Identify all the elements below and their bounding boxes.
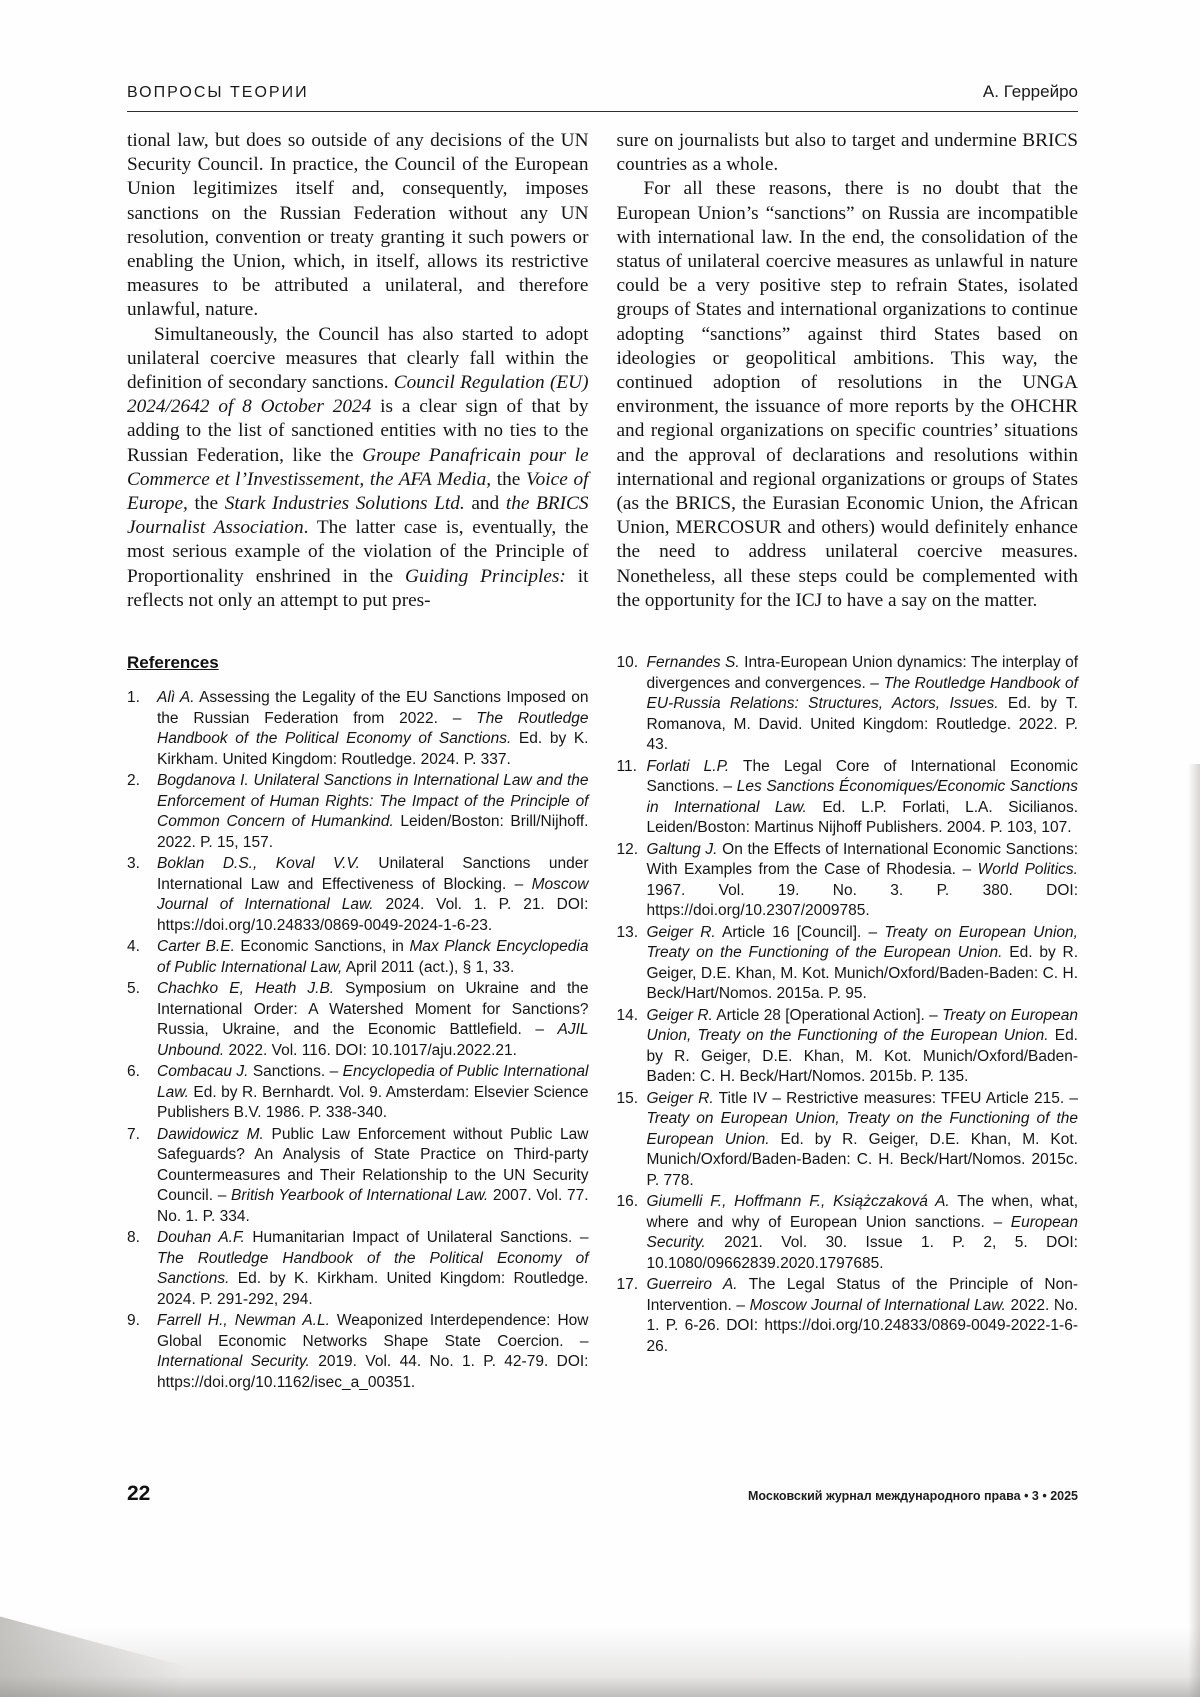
- reference-text: Fernandes S. Intra-European Union dynamics: The interplay of divergences and convergences. – The Routledge Handbook of EU-Russia Relations: Structures, Actors, Issues. Ed. by T. Romanova, M. David. United Kingdom: Routledge. 2022. P. 43.: [646, 654, 1078, 754]
- reference-item: [127, 854, 589, 936]
- body-column-right: [617, 129, 1079, 613]
- author-name: А. Геррейро: [982, 82, 1078, 101]
- journal-footer-line: Московский журнал международного права • 3 • 2025: [747, 1489, 1078, 1503]
- reference-text: Geiger R. Title IV – Restrictive measures: TFEU Article 215. – Treaty on European Union, Treaty on the Functioning of the European Union. Ed. by R. Geiger, D.E. Khan, M. Kot. Munich/Oxford/Baden-Baden: C. H. Beck/Hart/Nomos. 2015c. P. 778.: [646, 1089, 1078, 1189]
- body-paragraph: tional law, but does so outside of any decisions of the UN Security Council. In practice, the Council of the European Union legitimizes itself and, consequently, imposes sanctions on the Russian Federation without any UN resolution, convention or treaty granting it such powers or enabling the Union, which, in itself, allows its restrictive measures to be attributed a unilateral, and therefore unlawful, nature.: [127, 130, 589, 321]
- references-column-right: [617, 653, 1079, 1394]
- reference-number: 8.: [127, 1229, 140, 1247]
- reference-item: [617, 757, 1079, 839]
- reference-text: Guerreiro A. The Legal Status of the Principle of Non-Intervention. – Moscow Journal of International Law. 2022. No. 1. P. 6-26. DOI: https://doi.org/10.24833/0869-0049-2022-1-6-26.: [646, 1276, 1079, 1355]
- reference-number: 7.: [127, 1125, 140, 1143]
- reference-item: [617, 1192, 1079, 1274]
- reference-text: Alì A. Assessing the Legality of the EU Sanctions Imposed on the Russian Federation from 2022. – The Routledge Handbook of the Political Economy of Sanctions. Ed. by K. Kirkham. United Kingdom: Routledge. 2024. P. 337.: [157, 689, 589, 768]
- reference-text: Boklan D.S., Koval V.V. Unilateral Sanctions under International Law and Effectiveness of Blocking. – Moscow Journal of International Law. 2024. Vol. 1. P. 21. DOI: https://doi.org/10.24833/0869-0049-2024-1-6-23.: [157, 855, 589, 934]
- reference-item: [617, 840, 1079, 922]
- reference-number: 9.: [127, 1312, 140, 1330]
- reference-number: 4.: [127, 938, 140, 956]
- page-edge-shadow-right: [1188, 764, 1200, 1697]
- reference-item: [127, 1228, 589, 1310]
- reference-text: Carter B.E. Economic Sanctions, in Max Planck Encyclopedia of Public International Law, April 2011 (act.), § 1, 33.: [157, 938, 589, 976]
- reference-number: 13.: [616, 923, 639, 941]
- reference-text: Geiger R. Article 16 [Council]. – Treaty on European Union, Treaty on the Functioning of the European Union. Ed. by R. Geiger, D.E. Khan, M. Kot. Munich/Oxford/Baden-Baden: C. H. Beck/Hart/Nomos. 2015a. P. 95.: [646, 923, 1079, 1003]
- references-column-left: [127, 653, 589, 1394]
- page-edge-shadow-bottom: [0, 1627, 1200, 1697]
- page-edge-shadow-corner: [0, 1582, 300, 1697]
- section-title: ВОПРОСЫ ТЕОРИИ: [127, 84, 309, 101]
- reference-number: 6.: [127, 1063, 140, 1081]
- reference-text: Galtung J. On the Effects of International Economic Sanctions: With Examples from the Case of Rhodesia. – World Politics. 1967. Vol. 19. No. 3. P. 380. DOI: https://doi.org/10.2307/2009785.: [646, 840, 1078, 920]
- reference-item: [127, 771, 589, 853]
- body-paragraph: Simultaneously, the Council has also started to adopt unilateral coercive measures that clearly fall within the definition of secondary sanctions. Council Regulation (EU) 2024/2642 of 8 October 2024 is a clear sign of that by adding to the list of sanctioned entities with no ties to the Russian Federation, like the Groupe Panafricain pour le Commerce et l’Investissement, the AFA Media, the Voice of Europe, the Stark Industries Solutions Ltd. and the BRICS Journalist Association. The latter case is, eventually, the most serious example of the violation of the Principle of Proportionality enshrined in the Guiding Principles: it reflects not only an attempt to put pres-: [127, 323, 589, 611]
- reference-text: Giumelli F., Hoffmann F., Książczaková A. The when, what, where and why of European Union sanctions. – European Security. 2021. Vol. 30. Issue 1. P. 2, 5. DOI: 10.1080/09662839.2020.1797685.: [646, 1193, 1078, 1272]
- body-column-left: [127, 129, 589, 613]
- reference-number: 5.: [127, 980, 140, 998]
- reference-item: [127, 1311, 589, 1393]
- reference-text: Geiger R. Article 28 [Operational Action]. – Treaty on European Union, Treaty on the Functioning of the European Union. Ed. by R. Geiger, D.E. Khan, M. Kot. Munich/Oxford/Baden-Baden: C. H. Beck/Hart/Nomos. 2015b. P. 135.: [646, 1006, 1078, 1086]
- reference-item: [127, 1125, 589, 1228]
- reference-number: 10.: [616, 654, 639, 672]
- reference-number: 17.: [616, 1276, 639, 1294]
- reference-text: Chachko E, Heath J.B. Symposium on Ukraine and the International Order: A Watershed Moment for Sanctions? Russia, Ukraine, and the Economic Battlefield. – AJIL Unbound. 2022. Vol. 116. DOI: 10.1017/aju.2022.21.: [157, 980, 589, 1059]
- reference-text: Dawidowicz M. Public Law Enforcement without Public Law Safeguards? An Analysis of State Practice on Third-party Countermeasures and Their Relationship to the UN Security Council. – British Yearbook of International Law. 2007. Vol. 77. No. 1. P. 334.: [157, 1125, 589, 1225]
- reference-number: 1.: [127, 689, 140, 707]
- reference-number: 2.: [127, 772, 140, 790]
- references-section: [127, 653, 1078, 1394]
- reference-item: [617, 1089, 1079, 1192]
- body-text: [127, 129, 1078, 613]
- reference-number: 3.: [127, 855, 140, 873]
- reference-text: Bogdanova I. Unilateral Sanctions in International Law and the Enforcement of Human Rights: The Impact of the Principle of Common Concern of Humankind. Leiden/Boston: Brill/Nijhoff. 2022. P. 15, 157.: [157, 772, 589, 851]
- references-heading: References: [127, 653, 219, 673]
- reference-item: [127, 1062, 589, 1124]
- reference-item: [617, 1275, 1079, 1357]
- reference-number: 15.: [616, 1089, 639, 1107]
- reference-text: Farrell H., Newman A.L. Weaponized Interdependence: How Global Economic Networks Shape State Coercion. – International Security. 2019. Vol. 44. No. 1. P. 42-79. DOI: https://doi.org/10.1162/isec_a_00351.: [157, 1312, 589, 1391]
- reference-item: [127, 937, 589, 978]
- reference-text: Combacau J. Sanctions. – Encyclopedia of Public International Law. Ed. by R. Bernhardt. Vol. 9. Amsterdam: Elsevier Science Publishers B.V. 1986. P. 338-340.: [157, 1063, 589, 1122]
- page-header: [127, 82, 1078, 112]
- reference-item: [617, 1006, 1079, 1088]
- body-paragraph: sure on journalists but also to target and undermine BRICS countries as a whole.: [616, 130, 1078, 176]
- body-paragraph: For all these reasons, there is no doubt that the European Union’s “sanctions” on Russia are incompatible with international law. In the end, the consolidation of the status of unilateral coercive measures as unlawful in nature could be a very positive step to refrain States, isolated groups of States and international organizations to continue adopting “sanctions” against third States based on ideologies or geopolitical ambitions. This way, the continued adoption of resolutions in the UNGA environment, the issuance of more reports by the OHCHR and regional organizations on specific countries’ situations and the approval of declarations and resolutions within international and regional organizations or groups of States (as the BRICS, the Eurasian Economic Union, the African Union, MERCOSUR and others) would definitely enhance the need to address unilateral coercive measures. Nonetheless, all these steps could be complemented with the opportunity for the ICJ to have a say on the matter.: [616, 178, 1078, 611]
- page-footer: [127, 1482, 1078, 1506]
- reference-item: [617, 923, 1079, 1005]
- reference-number: 14.: [616, 1006, 639, 1024]
- reference-number: 12.: [616, 840, 639, 858]
- page-number: 22: [127, 1482, 151, 1505]
- reference-number: 16.: [616, 1193, 639, 1211]
- page-content: [127, 82, 1078, 1394]
- reference-item: [127, 979, 589, 1061]
- reference-item: [127, 688, 589, 770]
- reference-item: [617, 653, 1079, 756]
- reference-number: 11.: [616, 757, 637, 775]
- reference-text: Forlati L.P. The Legal Core of International Economic Sanctions. – Les Sanctions Économiques/Economic Sanctions in International Law. Ed. L.P. Forlati, L.A. Sicilianos. Leiden/Boston: Martinus Nijhoff Publishers. 2004. P. 103, 107.: [646, 757, 1078, 837]
- reference-text: Douhan A.F. Humanitarian Impact of Unilateral Sanctions. – The Routledge Handbook of the Political Economy of Sanctions. Ed. by K. Kirkham. United Kingdom: Routledge. 2024. P. 291-292, 294.: [157, 1229, 589, 1308]
